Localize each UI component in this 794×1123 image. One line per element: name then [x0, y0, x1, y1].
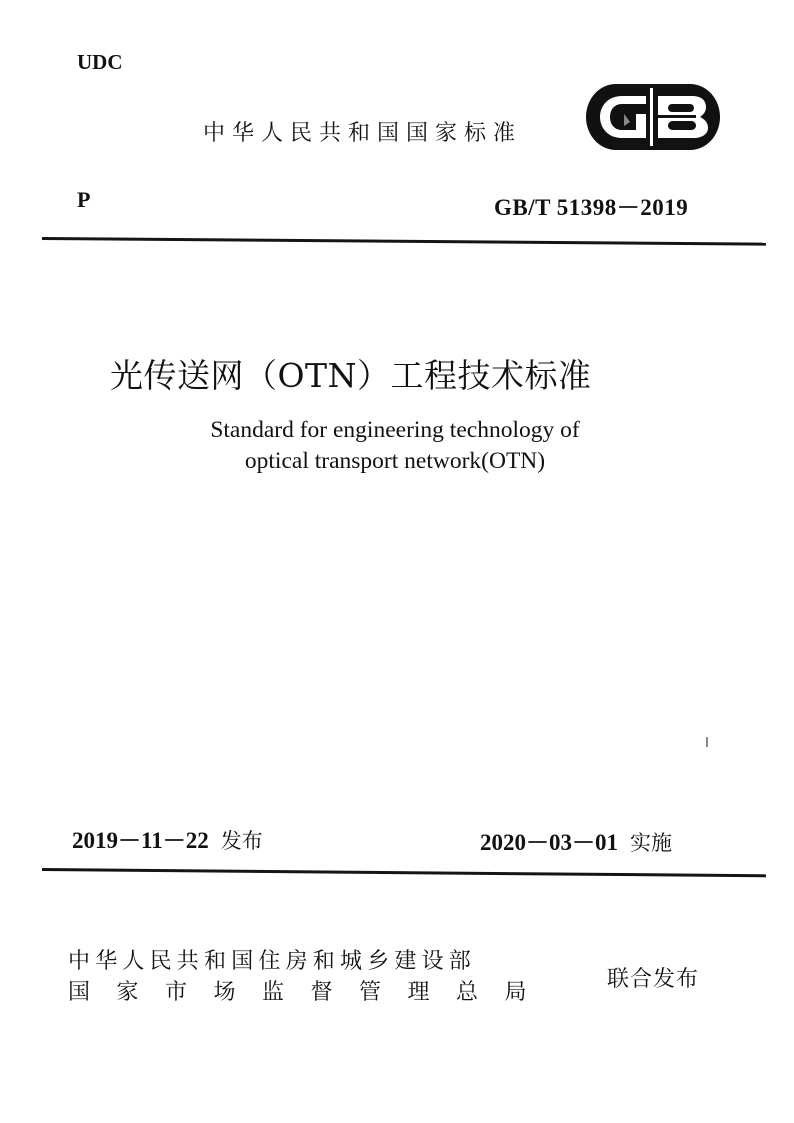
issuer-line-1: 中华人民共和国住房和城乡建设部: [68, 949, 477, 974]
issue-date: [72, 822, 263, 855]
english-title-line-1: Standard for engineering technology of: [210, 417, 580, 443]
scan-artifact-mark: [706, 737, 708, 747]
joint-release-label: 联合发布: [607, 967, 700, 992]
gb-logo-icon: [584, 82, 722, 152]
issue-date-label: 发布: [220, 829, 263, 853]
implementation-date-value: 2020－03－01: [480, 830, 618, 855]
document-title-chinese: 光传送网（OTN）工程技术标准: [110, 356, 592, 395]
issuing-authorities: [68, 946, 553, 1008]
standard-number: GB/T 51398－2019: [494, 195, 689, 220]
english-title-line-2: optical transport network(OTN): [244, 448, 546, 474]
implementation-date: [480, 824, 672, 857]
classification-code: P: [77, 187, 91, 212]
implementation-date-label: 实施: [630, 831, 672, 855]
udc-label: UDC: [77, 50, 123, 74]
national-standard-title: 中华人民共和国国家标准: [203, 121, 523, 146]
issuer-line-2: 国家市场监督管理总局: [68, 980, 554, 1005]
footer-divider: [42, 868, 766, 877]
issue-date-value: 2019－11－22: [72, 828, 209, 853]
document-title-english: [0, 415, 794, 477]
header-divider: [42, 237, 766, 246]
